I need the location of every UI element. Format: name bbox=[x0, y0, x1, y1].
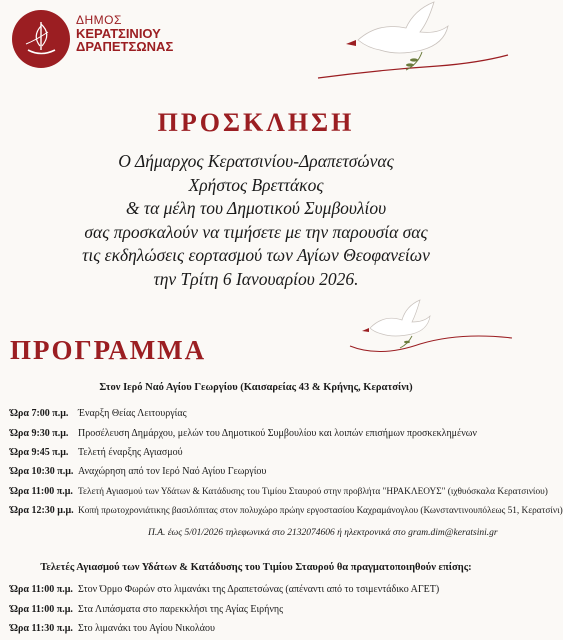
row-description: Στο λιμανάκι του Αγίου Νικολάου bbox=[78, 623, 215, 634]
row-time: Ώρα 11:30 π.μ. bbox=[10, 623, 73, 634]
invitation-text bbox=[0, 150, 512, 291]
row-time: Ώρα 9:30 π.μ. bbox=[10, 428, 69, 439]
row-description: Αναχώρηση από τον Ιερό Ναό Αγίου Γεωργίου bbox=[78, 466, 267, 477]
row-time: Ώρα 10:30 π.μ. bbox=[10, 466, 74, 477]
row-description: Στα Λιπάσματα στο παρεκκλήσι της Αγίας Ειρήνης bbox=[78, 604, 284, 615]
ship-emblem-icon bbox=[12, 10, 70, 68]
schedule-row bbox=[10, 486, 548, 500]
schedule-row bbox=[10, 428, 477, 442]
intro-line: Χρήστος Βρεττάκος bbox=[188, 174, 324, 195]
schedule-row bbox=[10, 466, 266, 480]
program-title: ΠΡΟΓΡΑΜΜΑ bbox=[10, 335, 207, 365]
intro-line: τις εκδηλώσεις εορτασμού των Αγίων Θεοφανείων bbox=[82, 245, 430, 265]
logo-line-1: ΔΗΜΟΣ bbox=[76, 13, 122, 27]
municipality-name bbox=[76, 14, 173, 54]
row-time: Ώρα 12:30 μ.μ. bbox=[10, 505, 74, 516]
intro-line: την Τρίτη 6 Ιανουαρίου 2026. bbox=[153, 268, 359, 289]
logo-line-2: ΚΕΡΑΤΣΙΝΙΟΥ bbox=[76, 25, 161, 41]
row-description: Τελετή Αγιασμού των Υδάτων & Κατάδυσης του Τιμίου Σταυρού στην προβλήτα "ΗΡΑΚΛΕΟΥΣ" (ιχθυόσκαλα Κερατσινίου) bbox=[78, 487, 548, 497]
intro-line: σας προσκαλούν να τιμήσετε με την παρουσία σας bbox=[84, 221, 428, 242]
schedule-row bbox=[10, 447, 183, 461]
invitation-title: ΠΡΟΣΚΛΗΣΗ bbox=[157, 108, 355, 137]
section-heading: Στον Ιερό Ναό Αγίου Γεωργίου (Καισαρείας 43 & Κρήνης, Κερατσίνι) bbox=[99, 382, 413, 393]
schedule-row bbox=[10, 408, 187, 422]
row-time: Ώρα 11:00 π.μ. bbox=[10, 584, 73, 595]
row-time: Ώρα 9:45 π.μ. bbox=[10, 447, 69, 458]
row-time: Ώρα 11:00 π.μ. bbox=[10, 604, 73, 615]
row-description: Κοπή πρωτοχρονιάτικης βασιλόπιτας στον πολυχώρο πρώην εργοστασίου Καχραμάνογλου (Κωνσταντινουπόλεως 51, Κερατσίνι) bbox=[78, 506, 563, 516]
row-time: Ώρα 11:00 π.μ. bbox=[10, 486, 73, 497]
row-description: Έναρξη Θείας Λειτουργίας bbox=[78, 408, 187, 419]
row-description: Στον Όρμο Φωρών στο λιμανάκι της Δραπετσώνας (απέναντι από το τσιμεντάδικο ΑΓΕΤ) bbox=[78, 584, 440, 595]
row-description: Τελετή έναρξης Αγιασμού bbox=[78, 447, 183, 458]
section-heading: Τελετές Αγιασμού των Υδάτων & Κατάδυσης του Τιμίου Σταυρού θα πραγματοποιηθούν επίσης: bbox=[40, 562, 472, 573]
schedule-row bbox=[10, 505, 563, 519]
intro-line: Ο Δήμαρχος Κερατσινίου-Δραπετσώνας bbox=[118, 151, 394, 171]
small-dove-icon bbox=[350, 298, 512, 358]
dove-icon bbox=[318, 0, 508, 82]
schedule-row bbox=[10, 584, 439, 598]
schedule-row bbox=[10, 604, 283, 618]
municipality-logo bbox=[12, 10, 70, 68]
intro-line: & τα μέλη του Δημοτικού Συμβουλίου bbox=[125, 198, 387, 218]
rsvp-note: Π.Α. έως 5/01/2026 τηλεφωνικά στο 2132074606 ή ηλεκτρονικά στο gram.dim@keratsini.gr bbox=[148, 528, 498, 538]
logo-line-3: ΔΡΑΠΕΤΣΩΝΑΣ bbox=[76, 39, 174, 55]
row-description: Προσέλευση Δημάρχου, μελών του Δημοτικού Συμβουλίου και λοιπών επισήμων προσκεκλημένων bbox=[78, 428, 477, 439]
row-time: Ώρα 7:00 π.μ. bbox=[10, 408, 69, 419]
schedule-row bbox=[10, 623, 215, 637]
